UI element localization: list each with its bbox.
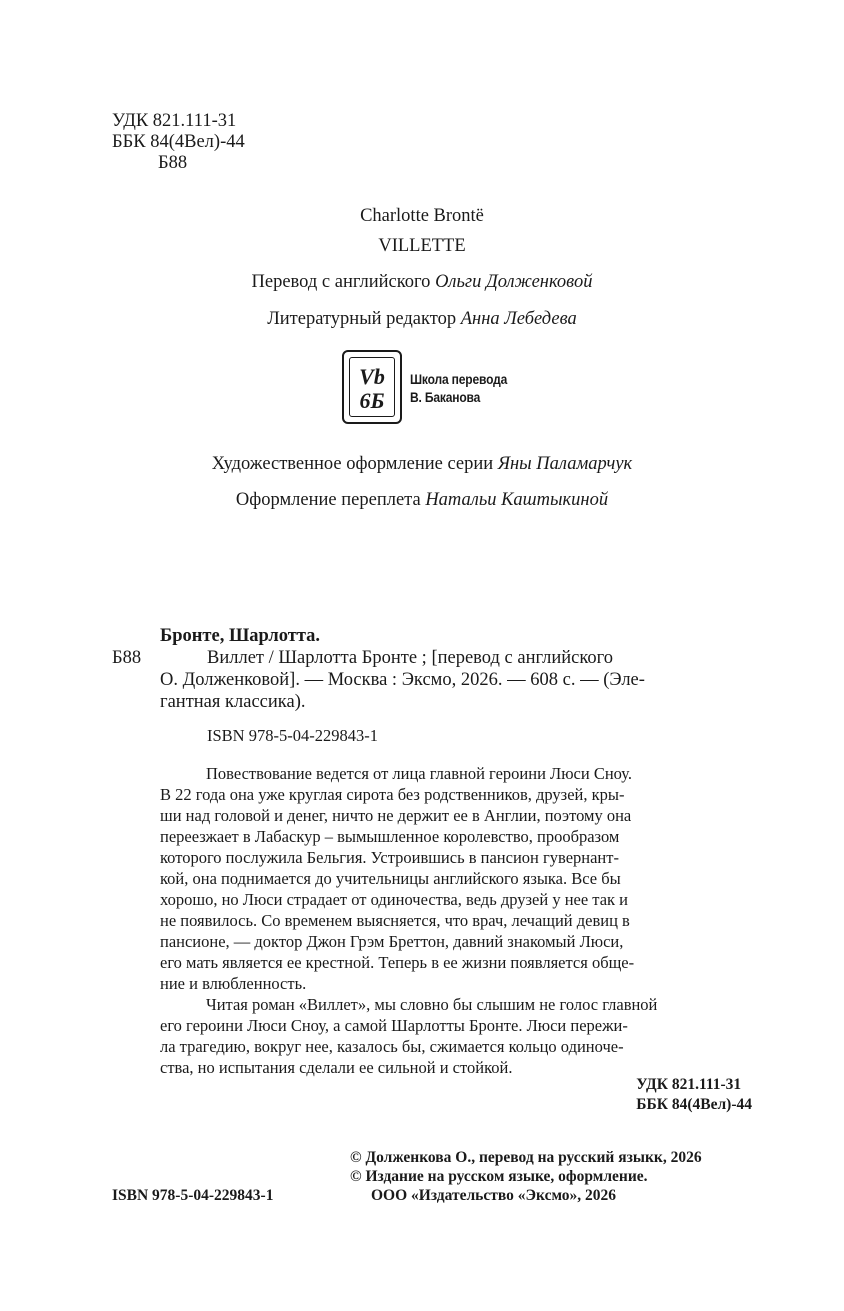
- translation-credit: [0, 271, 844, 293]
- catalog-mark: Б88: [112, 648, 142, 668]
- udk-footer-line: УДК 821.111-31: [636, 1076, 742, 1093]
- binding-designer-name: Натальи Каштыкиной: [425, 490, 609, 510]
- annotation-line: Повествование ведется от лица главной героини Люси Сноу.: [206, 764, 633, 783]
- copyright-line3: ООО «Издательство «Эксмо», 2026: [371, 1187, 617, 1204]
- annotation-line: которого послужила Бельгия. Устроившись в пансион гувернант-: [160, 848, 619, 867]
- binding-design-credit: [0, 489, 844, 511]
- binding-design-prefix: Оформление переплета: [235, 490, 421, 510]
- annotation-line: кой, она поднимается до учительницы английского языка. Все бы: [160, 869, 621, 888]
- annotation-line: В 22 года она уже круглая сирота без родственников, друзей, кры-: [160, 785, 625, 804]
- catalog-entry-line2: О. Долженковой]. — Москва : Эксмо, 2026. — 608 с. — (Эле-: [160, 670, 645, 690]
- isbn-footer: ISBN 978-5-04-229843-1: [112, 1187, 274, 1204]
- catalog-isbn: ISBN 978-5-04-229843-1: [207, 726, 378, 745]
- translation-prefix: Перевод с английского: [251, 272, 431, 292]
- annotation-line: его мать является ее крестной. Теперь в ее жизни появляется обще-: [160, 953, 635, 972]
- logo-emblem-icon: [342, 350, 402, 424]
- annotation-line: пансионе, — доктор Джон Грэм Бреттон, давний знакомый Люси,: [160, 932, 624, 951]
- school-logo: [342, 350, 532, 426]
- catalog-entry-line1: Виллет / Шарлотта Бронте ; [перевод с английского: [207, 648, 614, 668]
- bbk-header: ББК 84(4Вел)-44: [112, 132, 245, 152]
- series-designer-name: Яны Паламарчук: [497, 454, 633, 474]
- editor-credit: [0, 308, 844, 330]
- annotation-line: ства, но испытания сделали ее сильной и стойкой.: [160, 1058, 513, 1077]
- annotation-line: не появилось. Со временем выясняется, что врач, лечащий девиц в: [160, 911, 630, 930]
- annotation-line: ши над головой и денег, ничто не держит ее в Англии, поэтому она: [160, 806, 632, 825]
- author-mark-header: Б88: [158, 153, 188, 173]
- bbk-footer-line: ББК 84(4Вел)-44: [636, 1096, 752, 1113]
- annotation-line: ла трагедию, вокруг нее, казалось бы, сжимается кольцо одиноче-: [160, 1037, 624, 1056]
- udk-header: УДК 821.111-31: [112, 111, 237, 131]
- annotation-line: его героини Люси Сноу, а самой Шарлотты Бронте. Люси пережи-: [160, 1016, 628, 1035]
- copyright-line1: © Долженкова О., перевод на русский языкк, 2026: [350, 1149, 702, 1166]
- copyright-line2: © Издание на русском языке, оформление.: [350, 1168, 648, 1185]
- annotation-line: хорошо, но Люси страдает от одиночества, ведь друзей у нее так и: [160, 890, 629, 909]
- original-title: VILLETTE: [378, 236, 466, 256]
- annotation: [160, 763, 756, 1078]
- annotation-line: переезжает в Лабаскур – вымышленное королевство, прообразом: [160, 827, 620, 846]
- editor-name: Анна Лебедева: [460, 309, 577, 329]
- translator-name: Ольги Долженковой: [435, 272, 593, 292]
- editor-prefix: Литературный редактор: [267, 309, 457, 329]
- logo-line2: В. Баканова: [410, 389, 481, 405]
- logo-letters-bottom: 6Б: [359, 388, 385, 413]
- original-author: Charlotte Brontë: [360, 206, 484, 226]
- annotation-line: Читая роман «Виллет», мы словно бы слышим не голос главной: [206, 995, 658, 1014]
- catalog-entry-line3: гантная классика).: [160, 692, 306, 712]
- series-design-prefix: Художественное оформление серии: [211, 454, 494, 474]
- catalog-heading: Бронте, Шарлотта.: [160, 626, 321, 646]
- udk-footer: [452, 1075, 752, 1115]
- annotation-line: ние и влюбленность.: [160, 974, 307, 993]
- logo-letters-top: Vb: [359, 364, 385, 389]
- logo-line1: Школа перевода: [410, 371, 508, 387]
- series-design-credit: [0, 453, 844, 475]
